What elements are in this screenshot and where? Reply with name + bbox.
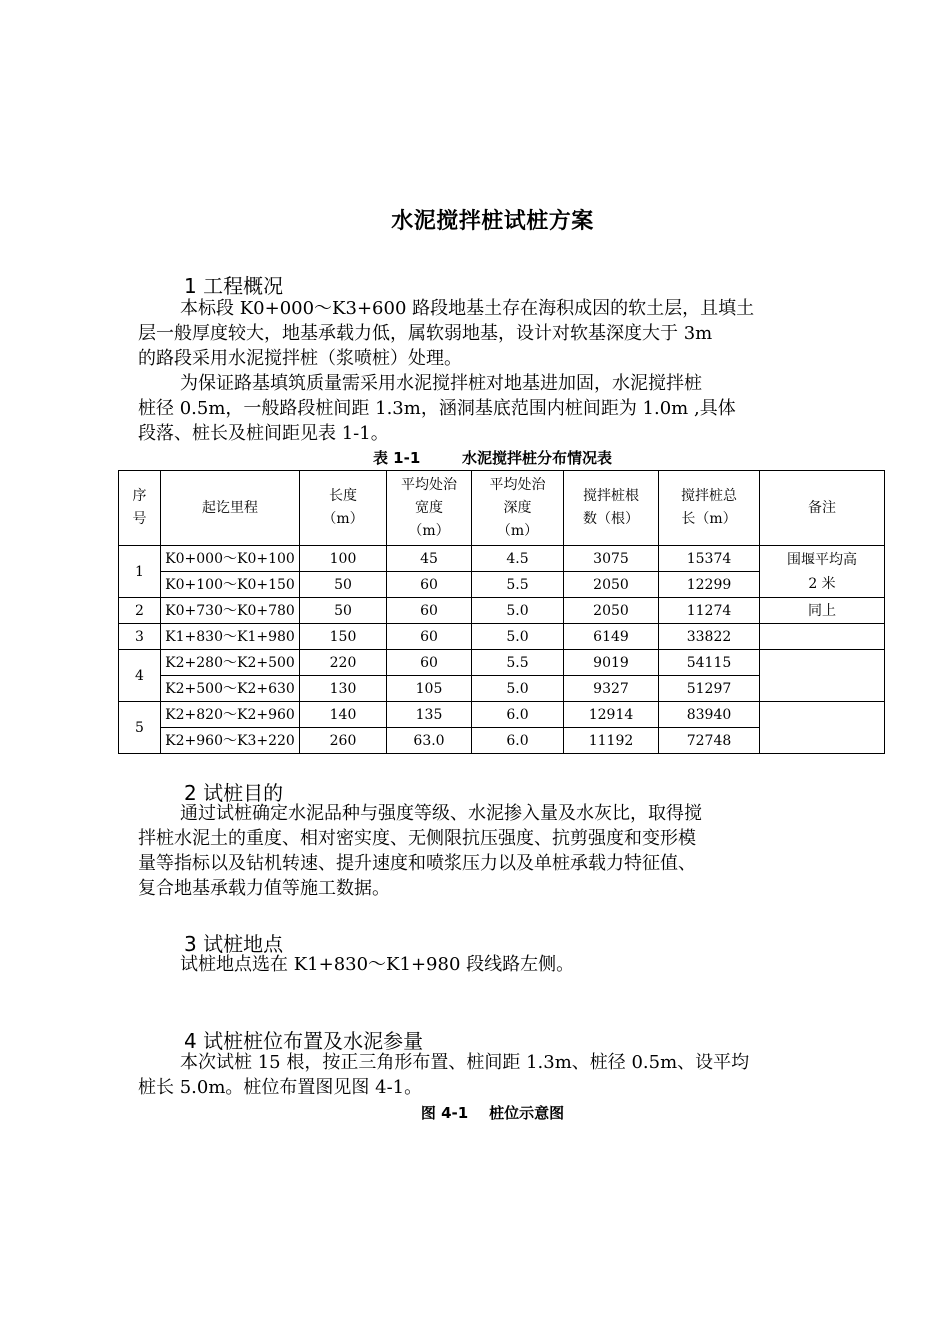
table-cell: 15374 — [659, 546, 760, 572]
table-cell: 6149 — [564, 624, 659, 650]
table-cell: 60 — [387, 624, 472, 650]
table-cell: 3075 — [564, 546, 659, 572]
table-cell: 5.5 — [472, 572, 564, 598]
note-cell — [760, 650, 885, 702]
table-cell: K1+830～K1+980 — [161, 624, 300, 650]
table-cell: 45 — [387, 546, 472, 572]
table-row — [119, 702, 885, 728]
table-caption: 表 1-1 水泥搅拌桩分布情况表 — [372, 449, 613, 467]
table-cell: 5.0 — [472, 598, 564, 624]
table-cell: K2+820～K2+960 — [161, 702, 300, 728]
section-4-heading: 4 试桩桩位布置及水泥参量 — [184, 1029, 424, 1053]
figure-caption: 图 4-1 桩位示意图 — [420, 1104, 565, 1122]
table-cell: 135 — [387, 702, 472, 728]
section-4-paragraph: 本次试桩 15 根，按正三角形布置、桩间距 1.3m、桩径 0.5m、设平均 桩长 5.0m。桩位布置图见图 4-1。 — [138, 1052, 750, 1098]
table-cell: 130 — [300, 676, 387, 702]
table-cell: 5.0 — [472, 624, 564, 650]
table-cell: 83940 — [659, 702, 760, 728]
table-cell: 12299 — [659, 572, 760, 598]
header-cell: 平均处治 宽度 （m） — [387, 471, 472, 546]
table-cell: 33822 — [659, 624, 760, 650]
table-cell: 60 — [387, 650, 472, 676]
table-cell: 140 — [300, 702, 387, 728]
table-cell: 100 — [300, 546, 387, 572]
table-cell: K0+730～K0+780 — [161, 598, 300, 624]
table-cell: 12914 — [564, 702, 659, 728]
table-cell: 105 — [387, 676, 472, 702]
table-cell: 50 — [300, 572, 387, 598]
header-cell: 起讫里程 — [161, 471, 300, 546]
section-2-paragraph: 通过试桩确定水泥品种与强度等级、水泥掺入量及水灰比，取得搅 拌桩水泥土的重度、相对密实度、无侧限抗压强度、抗剪强度和变形模 量等指标以及钻机转速、提升速度和喷浆压力以及单桩承载力特征值、 复合地基承载力值等施工数据。 — [138, 803, 702, 899]
section-2-heading: 2 试桩目的 — [184, 781, 284, 805]
table-cell: 2050 — [564, 572, 659, 598]
table-cell: 2050 — [564, 598, 659, 624]
header-cell: 序 号 — [119, 471, 161, 546]
section-1-paragraph-2: 为保证路基填筑质量需采用水泥搅拌桩对地基进加固，水泥搅拌桩 桩径 0.5m，一般路段桩间距 1.3m，涵洞基底范围内桩间距为 1.0m ,具体 段落、桩长及桩间距见表 1-1。 — [138, 373, 736, 444]
section-3-heading: 3 试桩地点 — [184, 932, 284, 956]
row-number-cell: 3 — [119, 624, 161, 650]
row-number-cell: 1 — [119, 546, 161, 598]
header-cell: 平均处治 深度 （m） — [472, 471, 564, 546]
table-row — [119, 546, 885, 572]
section-1-heading: 1 工程概况 — [184, 274, 284, 298]
row-number-cell: 5 — [119, 702, 161, 754]
note-cell — [760, 624, 885, 650]
table-cell: 220 — [300, 650, 387, 676]
note-cell: 围堰平均高 2 米 — [760, 546, 885, 598]
document-title: 水泥搅拌桩试桩方案 — [391, 209, 594, 234]
table-cell: 9327 — [564, 676, 659, 702]
table-cell: 5.0 — [472, 676, 564, 702]
table-row — [119, 650, 885, 676]
header-cell: 长度 （m） — [300, 471, 387, 546]
header-cell: 搅拌桩总 长（m） — [659, 471, 760, 546]
table-cell: K0+100～K0+150 — [161, 572, 300, 598]
table-cell: 51297 — [659, 676, 760, 702]
table-cell: 63.0 — [387, 728, 472, 754]
table-cell: 150 — [300, 624, 387, 650]
header-cell: 搅拌桩根 数（根） — [564, 471, 659, 546]
table-cell: K2+280～K2+500 — [161, 650, 300, 676]
table-row — [119, 598, 885, 624]
table-cell: 5.5 — [472, 650, 564, 676]
header-cell: 备注 — [760, 471, 885, 546]
table-cell: 6.0 — [472, 702, 564, 728]
table-cell: 60 — [387, 572, 472, 598]
table-cell: 6.0 — [472, 728, 564, 754]
note-cell: 同上 — [760, 598, 885, 624]
table-cell: 260 — [300, 728, 387, 754]
table-row — [119, 624, 885, 650]
table-cell: 72748 — [659, 728, 760, 754]
note-cell — [760, 702, 885, 754]
section-3-paragraph: 试桩地点选在 K1+830～K1+980 段线路左侧。 — [180, 954, 575, 975]
table-cell: 4.5 — [472, 546, 564, 572]
pile-distribution-table — [118, 470, 885, 754]
section-1-paragraph-1: 本标段 K0+000～K3+600 路段地基土存在海积成因的软土层，且填土 层一般厚度较大，地基承载力低，属软弱地基，设计对软基深度大于 3m 的路段采用水泥搅拌桩（浆喷桩）处理。 — [138, 298, 755, 369]
table-cell: K2+500～K2+630 — [161, 676, 300, 702]
table-header-row — [119, 471, 885, 546]
table-cell: 11192 — [564, 728, 659, 754]
table-cell: 11274 — [659, 598, 760, 624]
table-cell: 9019 — [564, 650, 659, 676]
table-cell: 54115 — [659, 650, 760, 676]
table-cell: 60 — [387, 598, 472, 624]
table-cell: 50 — [300, 598, 387, 624]
row-number-cell: 2 — [119, 598, 161, 624]
row-number-cell: 4 — [119, 650, 161, 702]
table-cell: K2+960～K3+220 — [161, 728, 300, 754]
table-cell: K0+000～K0+100 — [161, 546, 300, 572]
